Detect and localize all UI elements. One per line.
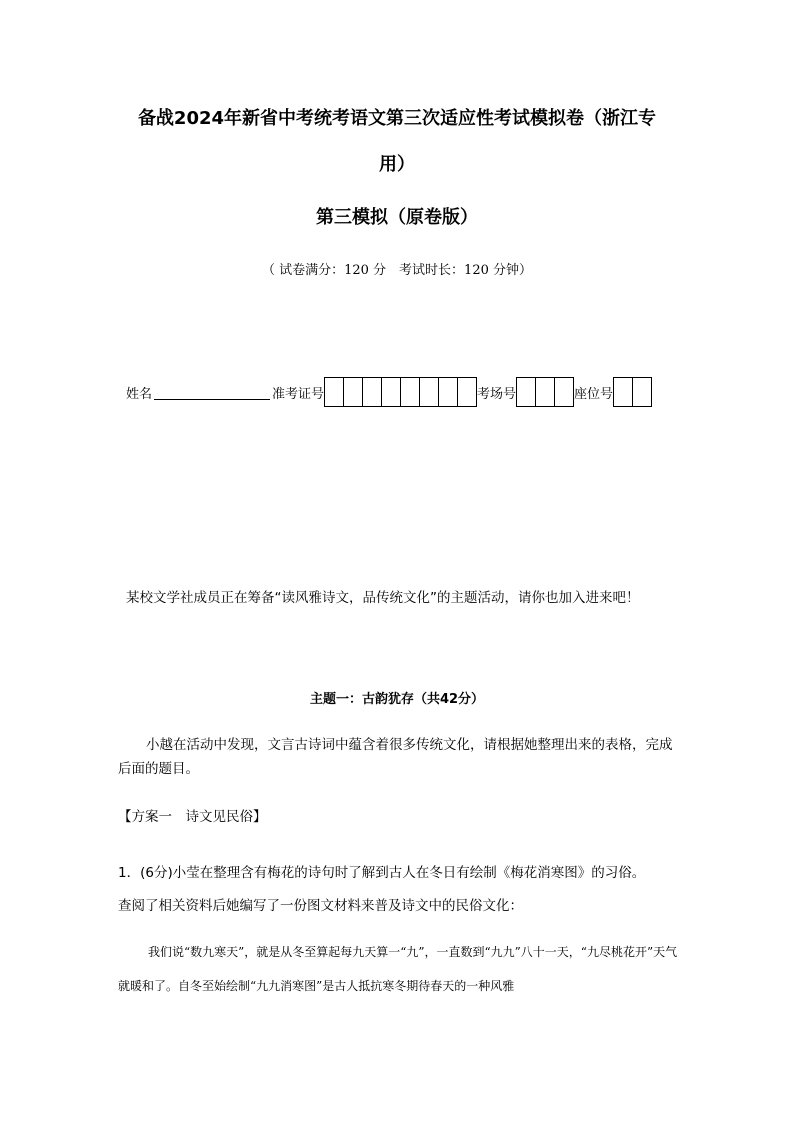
digit-box[interactable] <box>555 378 573 406</box>
exam-title-line1: 备战2024年新省中考统考语文第三次适应性考试模拟卷（浙江专 <box>137 108 657 129</box>
ticket-label: 准考证号 <box>272 386 325 402</box>
room-number-boxes[interactable] <box>516 377 574 407</box>
exam-title-line2: 用） <box>379 154 415 175</box>
theme-heading: 主题一：古韵犹存（共42分） <box>309 692 485 707</box>
digit-box[interactable] <box>363 378 382 406</box>
reading-material: 我们说“数九寒天”，就是从冬至算起每九天算一“九”，一直数到“九九”八十一天，“九尽桃花开”天气就暖和了。自冬至始绘制“九九消寒图”是古人抵抗寒冬期待春天的一种风雅 <box>118 945 678 993</box>
digit-box[interactable] <box>517 378 536 406</box>
candidate-info-row <box>126 377 652 407</box>
name-label: 姓名 <box>126 386 153 402</box>
theme-description: 小越在活动中发现，文言古诗词中蕴含着很多传统文化，请根据她整理出来的表格，完成后面的题目。 <box>118 737 673 777</box>
digit-box[interactable] <box>420 378 439 406</box>
digit-box[interactable] <box>439 378 458 406</box>
digit-box[interactable] <box>401 378 420 406</box>
digit-box[interactable] <box>382 378 401 406</box>
seat-number-boxes[interactable] <box>613 377 652 407</box>
exam-subtitle: 第三模拟（原卷版） <box>316 207 478 228</box>
digit-box[interactable] <box>458 378 476 406</box>
exam-meta: （ 试卷满分：120 分 考试时长：120 分钟） <box>261 263 533 278</box>
room-label: 考场号 <box>477 386 517 402</box>
digit-box[interactable] <box>614 378 633 406</box>
question-1-line1: 1．(6分)小莹在整理含有梅花的诗句时了解到古人在冬日有绘制《梅花消寒图》的习俗。 <box>118 865 646 881</box>
question-1-line2: 查阅了相关资料后她编写了一份图文材料来普及诗文中的民俗文化： <box>118 898 523 914</box>
seat-label: 座位号 <box>574 386 614 402</box>
digit-box[interactable] <box>344 378 363 406</box>
activity-intro: 某校文学社成员正在筹备“读风雅诗文，品传统文化”的主题活动，请你也加入进来吧！ <box>126 590 640 606</box>
digit-box[interactable] <box>633 378 651 406</box>
plan-heading: 【方案一 诗文见民俗】 <box>118 809 267 825</box>
digit-box[interactable] <box>536 378 555 406</box>
name-blank[interactable] <box>154 385 270 400</box>
ticket-number-boxes[interactable] <box>324 377 477 407</box>
digit-box[interactable] <box>325 378 344 406</box>
